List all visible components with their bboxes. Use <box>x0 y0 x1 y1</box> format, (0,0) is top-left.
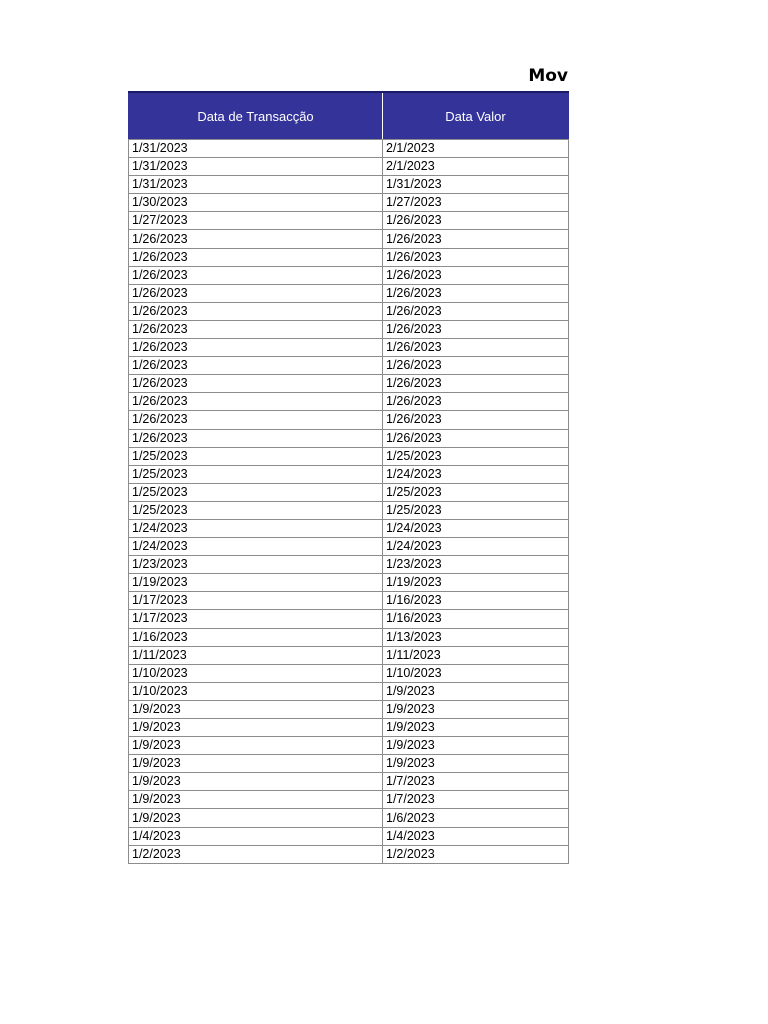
table-row <box>129 375 569 393</box>
cell-transaction-date: 1/26/2023 <box>129 411 383 429</box>
cell-value-date: 1/2/2023 <box>383 845 569 863</box>
cell-transaction-date: 1/27/2023 <box>129 212 383 230</box>
cell-value-date: 1/26/2023 <box>383 411 569 429</box>
cell-transaction-date: 1/9/2023 <box>129 719 383 737</box>
table-row <box>129 628 569 646</box>
cell-value-date: 1/24/2023 <box>383 538 569 556</box>
table-row <box>129 357 569 375</box>
table-row <box>129 574 569 592</box>
table-row <box>129 284 569 302</box>
table-row <box>129 266 569 284</box>
cell-transaction-date: 1/25/2023 <box>129 447 383 465</box>
cell-transaction-date: 1/25/2023 <box>129 465 383 483</box>
table-row <box>129 809 569 827</box>
table-header <box>129 92 569 139</box>
cell-value-date: 1/26/2023 <box>383 212 569 230</box>
cell-value-date: 1/13/2023 <box>383 628 569 646</box>
cell-value-date: 1/10/2023 <box>383 664 569 682</box>
cell-transaction-date: 1/26/2023 <box>129 320 383 338</box>
table-row <box>129 501 569 519</box>
table-row <box>129 519 569 537</box>
header-value-date: Data Valor <box>383 92 569 139</box>
cell-transaction-date: 1/9/2023 <box>129 791 383 809</box>
cell-transaction-date: 1/19/2023 <box>129 574 383 592</box>
cell-transaction-date: 1/26/2023 <box>129 393 383 411</box>
cell-value-date: 1/9/2023 <box>383 755 569 773</box>
table-row <box>129 230 569 248</box>
cell-value-date: 1/11/2023 <box>383 646 569 664</box>
cell-transaction-date: 1/26/2023 <box>129 230 383 248</box>
table-row <box>129 682 569 700</box>
cell-value-date: 1/26/2023 <box>383 230 569 248</box>
table-row <box>129 755 569 773</box>
table-row <box>129 465 569 483</box>
cell-value-date: 1/26/2023 <box>383 375 569 393</box>
cell-value-date: 1/9/2023 <box>383 737 569 755</box>
cell-transaction-date: 1/9/2023 <box>129 755 383 773</box>
cell-transaction-date: 1/10/2023 <box>129 682 383 700</box>
cell-transaction-date: 1/10/2023 <box>129 664 383 682</box>
table-row <box>129 447 569 465</box>
cell-value-date: 1/19/2023 <box>383 574 569 592</box>
cell-value-date: 1/7/2023 <box>383 773 569 791</box>
cell-value-date: 1/26/2023 <box>383 393 569 411</box>
table-row <box>129 538 569 556</box>
header-row <box>129 92 569 139</box>
cell-transaction-date: 1/31/2023 <box>129 140 383 158</box>
cell-value-date: 1/16/2023 <box>383 610 569 628</box>
page-title: Mov <box>528 66 568 86</box>
table-body <box>129 139 569 863</box>
cell-transaction-date: 1/26/2023 <box>129 266 383 284</box>
table-row <box>129 393 569 411</box>
transactions-table-container <box>128 91 568 864</box>
table-row <box>129 339 569 357</box>
cell-transaction-date: 1/23/2023 <box>129 556 383 574</box>
table-row <box>129 827 569 845</box>
cell-value-date: 1/26/2023 <box>383 429 569 447</box>
cell-value-date: 1/26/2023 <box>383 284 569 302</box>
cell-transaction-date: 1/24/2023 <box>129 519 383 537</box>
cell-value-date: 1/9/2023 <box>383 719 569 737</box>
cell-value-date: 2/1/2023 <box>383 158 569 176</box>
table-row <box>129 320 569 338</box>
cell-value-date: 1/9/2023 <box>383 682 569 700</box>
table-row <box>129 664 569 682</box>
cell-transaction-date: 1/25/2023 <box>129 483 383 501</box>
table-row <box>129 592 569 610</box>
cell-value-date: 1/16/2023 <box>383 592 569 610</box>
cell-transaction-date: 1/25/2023 <box>129 501 383 519</box>
cell-value-date: 1/23/2023 <box>383 556 569 574</box>
cell-transaction-date: 1/9/2023 <box>129 773 383 791</box>
cell-value-date: 1/4/2023 <box>383 827 569 845</box>
cell-transaction-date: 1/30/2023 <box>129 194 383 212</box>
header-transaction-date: Data de Transacção <box>129 92 383 139</box>
table-row <box>129 719 569 737</box>
cell-value-date: 1/25/2023 <box>383 483 569 501</box>
cell-transaction-date: 1/17/2023 <box>129 592 383 610</box>
cell-value-date: 1/27/2023 <box>383 194 569 212</box>
cell-transaction-date: 1/17/2023 <box>129 610 383 628</box>
table-row <box>129 646 569 664</box>
table-row <box>129 700 569 718</box>
table-row <box>129 429 569 447</box>
cell-transaction-date: 1/9/2023 <box>129 737 383 755</box>
cell-transaction-date: 1/26/2023 <box>129 357 383 375</box>
cell-value-date: 1/26/2023 <box>383 339 569 357</box>
table-row <box>129 556 569 574</box>
cell-value-date: 1/25/2023 <box>383 447 569 465</box>
cell-value-date: 1/25/2023 <box>383 501 569 519</box>
cell-transaction-date: 1/24/2023 <box>129 538 383 556</box>
table-row <box>129 158 569 176</box>
table-row <box>129 791 569 809</box>
table-row <box>129 411 569 429</box>
table-row <box>129 845 569 863</box>
cell-value-date: 1/26/2023 <box>383 357 569 375</box>
cell-transaction-date: 1/4/2023 <box>129 827 383 845</box>
cell-value-date: 1/24/2023 <box>383 465 569 483</box>
cell-transaction-date: 1/16/2023 <box>129 628 383 646</box>
transactions-table <box>128 91 569 864</box>
cell-transaction-date: 1/2/2023 <box>129 845 383 863</box>
cell-value-date: 1/24/2023 <box>383 519 569 537</box>
cell-transaction-date: 1/26/2023 <box>129 248 383 266</box>
cell-value-date: 1/26/2023 <box>383 266 569 284</box>
cell-transaction-date: 1/11/2023 <box>129 646 383 664</box>
table-row <box>129 194 569 212</box>
cell-transaction-date: 1/9/2023 <box>129 700 383 718</box>
cell-value-date: 1/9/2023 <box>383 700 569 718</box>
cell-value-date: 2/1/2023 <box>383 140 569 158</box>
cell-value-date: 1/26/2023 <box>383 302 569 320</box>
cell-value-date: 1/31/2023 <box>383 176 569 194</box>
table-row <box>129 483 569 501</box>
table-row <box>129 737 569 755</box>
cell-transaction-date: 1/26/2023 <box>129 429 383 447</box>
cell-transaction-date: 1/26/2023 <box>129 375 383 393</box>
cell-transaction-date: 1/31/2023 <box>129 158 383 176</box>
cell-transaction-date: 1/31/2023 <box>129 176 383 194</box>
cell-transaction-date: 1/26/2023 <box>129 339 383 357</box>
table-row <box>129 248 569 266</box>
table-row <box>129 610 569 628</box>
cell-value-date: 1/7/2023 <box>383 791 569 809</box>
cell-value-date: 1/6/2023 <box>383 809 569 827</box>
table-row <box>129 176 569 194</box>
cell-transaction-date: 1/26/2023 <box>129 284 383 302</box>
table-row <box>129 212 569 230</box>
table-row <box>129 302 569 320</box>
table-row <box>129 140 569 158</box>
cell-transaction-date: 1/26/2023 <box>129 302 383 320</box>
cell-transaction-date: 1/9/2023 <box>129 809 383 827</box>
cell-value-date: 1/26/2023 <box>383 320 569 338</box>
table-row <box>129 773 569 791</box>
cell-value-date: 1/26/2023 <box>383 248 569 266</box>
